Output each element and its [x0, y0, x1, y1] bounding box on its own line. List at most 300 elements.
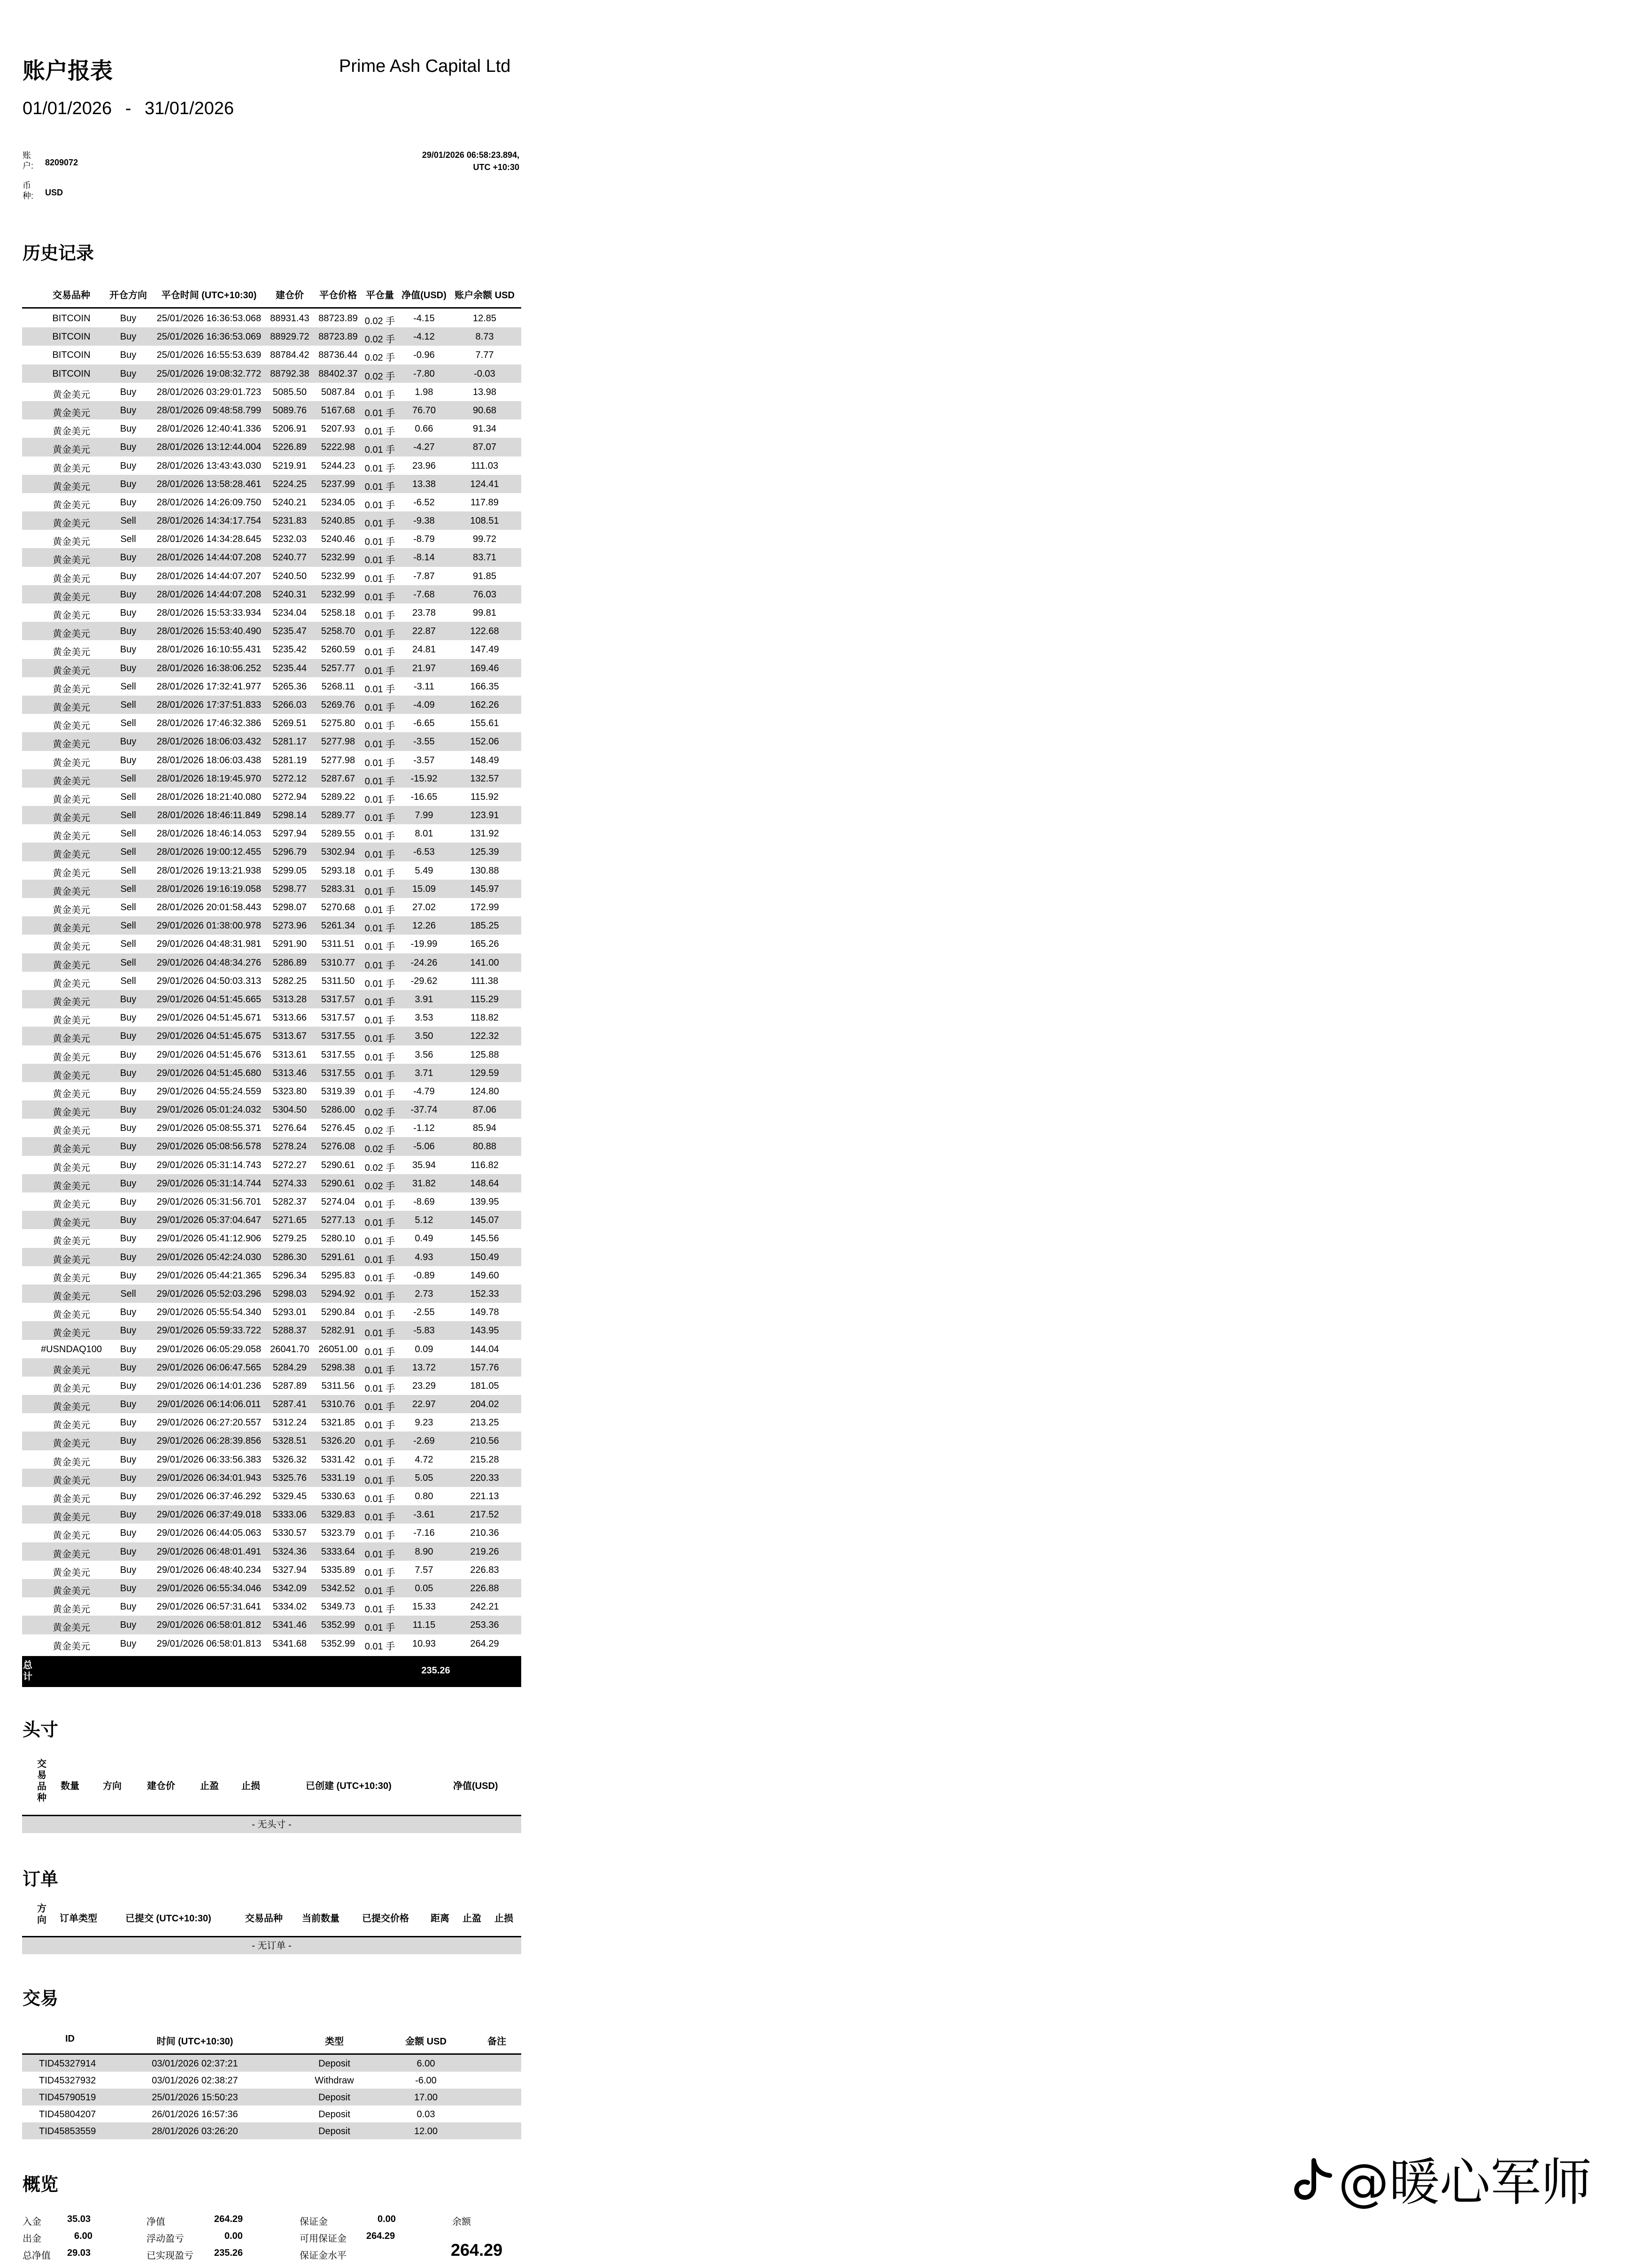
cell-open-price: 5240.50	[272, 571, 307, 581]
cell-balance: 165.26	[470, 939, 499, 950]
tx-cell-id: TID45327914	[39, 2059, 96, 2069]
cell-close-time: 29/01/2026 05:44:21.365	[156, 1270, 262, 1281]
cell-open-price: 5323.80	[272, 1086, 307, 1097]
table-row	[22, 640, 521, 658]
cell-net: 23.29	[412, 1380, 436, 1391]
cell-symbol: 黄金美元	[53, 1402, 90, 1413]
cell-net: -3.61	[413, 1509, 435, 1520]
tx-col-time: 时间 (UTC+10:30)	[156, 2036, 233, 2047]
cell-symbol: 黄金美元	[53, 1439, 90, 1449]
cell-volume: 0.01 手	[364, 1291, 395, 1302]
transactions-section-title: 交易	[23, 1989, 59, 2009]
cell-close-price: 5287.67	[321, 773, 355, 784]
cell-close-price: 5277.98	[321, 736, 355, 747]
ord-col-submitted: 已提交 (UTC+10:30)	[125, 1913, 211, 1924]
cell-volume: 0.01 手	[364, 978, 395, 989]
tx-cell-amount: 0.03	[416, 2109, 435, 2120]
cell-close-time: 28/01/2026 19:00:12.455	[156, 847, 262, 858]
cell-close-time: 29/01/2026 04:48:34.276	[156, 957, 262, 968]
cell-direction: Buy	[120, 1307, 137, 1318]
cell-symbol: 黄金美元	[53, 592, 90, 603]
cell-volume: 0.01 手	[364, 813, 395, 824]
history-total-bar	[22, 1656, 521, 1687]
cell-close-time: 29/01/2026 06:37:46.292	[156, 1491, 262, 1502]
cell-balance: 150.49	[470, 1252, 499, 1262]
cell-open-price: 5287.89	[272, 1380, 307, 1391]
cell-symbol: 黄金美元	[53, 739, 90, 750]
cell-close-price: 5286.00	[321, 1105, 355, 1115]
cell-close-time: 29/01/2026 06:57:31.641	[156, 1602, 262, 1612]
cell-net: 3.91	[415, 994, 433, 1005]
cell-close-price: 5275.80	[321, 718, 355, 729]
cell-balance: 125.88	[470, 1049, 499, 1060]
cell-volume: 0.01 手	[364, 519, 395, 529]
cell-close-price: 5326.20	[321, 1436, 355, 1447]
table-row	[22, 511, 521, 530]
cell-close-time: 29/01/2026 06:34:01.943	[156, 1472, 262, 1483]
cell-open-price: 5278.24	[272, 1141, 307, 1152]
cell-symbol: 黄金美元	[53, 555, 90, 566]
col-volume: 平仓量	[366, 290, 394, 301]
cell-open-price: 5313.46	[272, 1068, 307, 1078]
cell-net: -6.53	[413, 847, 435, 858]
cell-close-price: 5321.85	[321, 1417, 355, 1428]
table-row	[22, 475, 521, 493]
cell-symbol: 黄金美元	[53, 997, 90, 1007]
cell-close-time: 29/01/2026 05:08:55.371	[156, 1123, 262, 1134]
col-balance: 账户余额 USD	[455, 290, 515, 301]
cell-net: -7.16	[413, 1528, 435, 1539]
cell-symbol: 黄金美元	[53, 684, 90, 695]
table-row	[22, 1505, 521, 1524]
cell-close-time: 28/01/2026 15:53:40.490	[156, 626, 262, 637]
table-row	[22, 419, 521, 438]
table-row	[22, 2089, 521, 2105]
table-row	[22, 1211, 521, 1229]
table-row	[22, 861, 521, 880]
cell-direction: Buy	[120, 460, 137, 471]
cell-net: 23.78	[412, 608, 436, 618]
cell-net: 5.49	[415, 865, 433, 876]
cell-open-price: 5341.46	[272, 1620, 307, 1631]
cell-volume: 0.01 手	[364, 684, 395, 695]
cell-net: -9.38	[413, 516, 435, 526]
cell-balance: 204.02	[470, 1399, 499, 1410]
cell-close-price: 5167.68	[321, 405, 355, 416]
cell-net: -4.79	[413, 1086, 435, 1097]
cell-symbol: 黄金美元	[53, 666, 90, 676]
balance-label: 余额	[452, 2217, 471, 2227]
pos-col-open-price: 建仓价	[147, 1781, 175, 1791]
cell-net: -16.65	[410, 791, 438, 802]
cell-volume: 0.02 手	[364, 334, 395, 345]
cell-balance: 145.07	[470, 1215, 499, 1226]
cell-close-time: 28/01/2026 12:40:41.336	[156, 424, 262, 434]
cell-direction: Buy	[120, 736, 137, 747]
cell-close-time: 29/01/2026 05:31:56.701	[156, 1197, 262, 1207]
date-to: 31/01/2026	[144, 99, 234, 118]
cell-volume: 0.01 手	[364, 1531, 395, 1541]
cell-volume: 0.01 手	[364, 721, 395, 732]
cell-close-time: 29/01/2026 06:06:47.565	[156, 1362, 262, 1373]
cell-net: 23.96	[412, 460, 436, 471]
cell-close-time: 29/01/2026 06:27:20.557	[156, 1417, 262, 1428]
cell-close-time: 28/01/2026 18:46:14.053	[156, 828, 262, 839]
cell-volume: 0.01 手	[364, 1254, 395, 1265]
cell-net: 24.81	[412, 644, 436, 655]
cell-symbol: 黄金美元	[53, 408, 90, 418]
cell-close-price: 5311.56	[321, 1380, 355, 1391]
tx-cell-amount: -6.00	[415, 2075, 437, 2086]
cell-close-price: 5258.18	[321, 608, 355, 618]
tx-cell-amount: 12.00	[414, 2126, 438, 2136]
cell-symbol: 黄金美元	[53, 813, 90, 824]
cell-symbol: 黄金美元	[53, 1162, 90, 1173]
cell-open-price: 5235.44	[272, 663, 307, 673]
cell-balance: 80.88	[472, 1141, 497, 1152]
cell-close-price: 5329.83	[321, 1509, 355, 1520]
cell-balance: 139.95	[470, 1197, 499, 1207]
cell-close-time: 28/01/2026 15:53:33.934	[156, 608, 262, 618]
cell-open-price: 5232.03	[272, 534, 307, 545]
cell-balance: 226.88	[470, 1583, 499, 1594]
cell-volume: 0.01 手	[364, 537, 395, 548]
table-row	[22, 1027, 521, 1045]
orders-empty: - 无订单 -	[22, 1937, 521, 1954]
cell-close-time: 29/01/2026 04:48:31.981	[156, 939, 262, 950]
table-row	[22, 677, 521, 696]
free-margin-label: 可用保证金	[300, 2234, 347, 2244]
cell-net: 7.57	[415, 1564, 433, 1575]
cell-close-time: 29/01/2026 06:48:40.234	[156, 1564, 262, 1575]
cell-symbol: 黄金美元	[53, 1549, 90, 1560]
cell-volume: 0.01 手	[364, 1623, 395, 1633]
cell-symbol: 黄金美元	[53, 1126, 90, 1137]
cell-direction: Buy	[120, 442, 137, 453]
cell-close-time: 29/01/2026 01:38:00.978	[156, 921, 262, 931]
cell-balance: 210.36	[470, 1528, 499, 1539]
cell-net: 8.01	[415, 828, 433, 839]
cell-close-price: 5294.92	[321, 1288, 355, 1299]
cell-open-price: 5287.41	[272, 1399, 307, 1410]
cell-direction: Sell	[120, 810, 136, 821]
table-row	[22, 898, 521, 916]
table-row	[22, 1487, 521, 1505]
cell-direction: Buy	[120, 1123, 137, 1134]
table-row	[22, 567, 521, 585]
table-row	[22, 1616, 521, 1634]
cell-direction: Buy	[120, 571, 137, 581]
cell-close-time: 25/01/2026 19:08:32.772	[156, 368, 262, 379]
positions-section-title: 头寸	[23, 1720, 59, 1740]
cell-net: -5.83	[413, 1325, 435, 1336]
cell-direction: Buy	[120, 1178, 137, 1189]
cell-net: 8.90	[415, 1546, 433, 1557]
cell-symbol: 黄金美元	[53, 960, 90, 971]
cell-close-time: 29/01/2026 05:55:54.340	[156, 1307, 262, 1318]
cell-balance: 242.21	[470, 1602, 499, 1612]
pos-col-net: 净值(USD)	[453, 1781, 498, 1791]
table-row	[22, 1303, 521, 1321]
cell-direction: Buy	[120, 994, 137, 1005]
cell-volume: 0.01 手	[364, 592, 395, 603]
table-row	[22, 2055, 521, 2072]
cell-symbol: 黄金美元	[53, 831, 90, 842]
cell-close-time: 29/01/2026 06:14:01.236	[156, 1380, 262, 1391]
cell-open-price: 5286.30	[272, 1252, 307, 1262]
cell-balance: 220.33	[470, 1472, 499, 1483]
cell-direction: Buy	[120, 1620, 137, 1631]
table-row	[22, 1119, 521, 1137]
cell-close-time: 29/01/2026 05:31:14.743	[156, 1160, 262, 1170]
floating-value: 0.00	[224, 2231, 243, 2241]
cell-close-price: 5317.57	[321, 994, 355, 1005]
cell-balance: 117.89	[470, 497, 499, 508]
cell-close-price: 5330.63	[321, 1491, 355, 1502]
cell-close-time: 25/01/2026 16:55:53.639	[156, 350, 262, 361]
cell-direction: Sell	[120, 534, 136, 545]
cell-close-price: 5333.64	[321, 1546, 355, 1557]
cell-net: -8.69	[413, 1197, 435, 1207]
cell-direction: Sell	[120, 865, 136, 876]
cell-close-time: 28/01/2026 18:06:03.432	[156, 736, 262, 747]
cell-symbol: 黄金美元	[53, 850, 90, 860]
cell-symbol: 黄金美元	[53, 1457, 90, 1468]
positions-header	[22, 1758, 521, 1815]
table-row	[22, 364, 521, 383]
cell-volume: 0.02 手	[364, 1126, 395, 1137]
table-row	[22, 732, 521, 751]
table-row	[22, 953, 521, 972]
cell-net: -2.55	[413, 1307, 435, 1318]
table-row	[22, 1413, 521, 1432]
cell-balance: 148.64	[470, 1178, 499, 1189]
cell-direction: Buy	[120, 644, 137, 655]
cell-close-price: 5290.61	[321, 1160, 355, 1170]
cell-direction: Buy	[120, 479, 137, 489]
cell-open-price: 5341.68	[272, 1638, 307, 1649]
ord-col-qty: 当前数量	[302, 1913, 339, 1924]
cell-close-price: 5317.55	[321, 1068, 355, 1078]
cell-close-price: 5349.73	[321, 1602, 355, 1612]
cell-net: -3.11	[413, 681, 435, 692]
table-row	[22, 1137, 521, 1155]
cell-volume: 0.01 手	[364, 997, 395, 1007]
report-title: 账户报表	[23, 59, 113, 84]
cell-volume: 0.01 手	[364, 445, 395, 456]
cell-volume: 0.01 手	[364, 1365, 395, 1376]
cell-balance: 166.35	[470, 681, 499, 692]
cell-balance: 87.06	[472, 1105, 497, 1115]
cell-net: -29.62	[410, 975, 438, 986]
cell-direction: Sell	[120, 847, 136, 858]
cell-open-price: 5328.51	[272, 1436, 307, 1447]
cell-close-price: 5352.99	[321, 1620, 355, 1631]
cell-volume: 0.01 手	[364, 500, 395, 511]
table-row	[22, 548, 521, 566]
cell-direction: Buy	[120, 1086, 137, 1097]
cell-close-price: 88723.89	[318, 332, 358, 342]
cell-open-price: 5281.17	[272, 736, 307, 747]
cell-volume: 0.01 手	[364, 1512, 395, 1523]
cell-direction: Buy	[120, 1583, 137, 1594]
cell-open-price: 5286.89	[272, 957, 307, 968]
cell-close-price: 5274.04	[321, 1197, 355, 1207]
tx-col-type: 类型	[325, 2036, 344, 2047]
cell-open-price: 5325.76	[272, 1472, 307, 1483]
cell-close-time: 25/01/2026 16:36:53.068	[156, 313, 262, 324]
total-value: 235.26	[421, 1665, 450, 1676]
cell-net: 3.50	[415, 1031, 433, 1042]
equity-label: 净值	[146, 2217, 165, 2227]
cell-close-time: 28/01/2026 09:48:58.799	[156, 405, 262, 416]
pos-col-created: 已创建 (UTC+10:30)	[306, 1781, 392, 1791]
cell-close-price: 5258.70	[321, 626, 355, 637]
cell-close-price: 5268.11	[321, 681, 355, 692]
cell-close-time: 28/01/2026 13:43:43.030	[156, 460, 262, 471]
cell-balance: 149.78	[470, 1307, 499, 1318]
table-row	[22, 1266, 521, 1285]
cell-net: 22.97	[412, 1399, 436, 1410]
orders-section-title: 订单	[23, 1870, 59, 1889]
col-net: 净值(USD)	[401, 290, 447, 301]
cell-balance: 172.99	[470, 902, 499, 913]
cell-close-time: 29/01/2026 06:58:01.813	[156, 1638, 262, 1649]
table-row	[22, 659, 521, 677]
pos-col-direction: 方向	[103, 1781, 122, 1791]
tx-cell-id: TID45853559	[39, 2126, 96, 2136]
cell-volume: 0.01 手	[364, 573, 395, 584]
cell-close-time: 29/01/2026 05:01:24.032	[156, 1105, 262, 1115]
cell-volume: 0.01 手	[364, 923, 395, 934]
tx-col-note: 备注	[487, 2036, 506, 2047]
cell-close-price: 5240.85	[321, 516, 355, 526]
table-row	[22, 493, 521, 511]
cell-net: -4.12	[413, 332, 435, 342]
cell-symbol: 黄金美元	[53, 1107, 90, 1118]
cell-balance: 157.76	[470, 1362, 499, 1373]
cell-direction: Buy	[120, 1491, 137, 1502]
cell-balance: 125.39	[470, 847, 499, 858]
cell-net: -15.92	[410, 773, 438, 784]
cell-balance: 90.68	[472, 405, 497, 416]
cell-symbol: 黄金美元	[53, 1273, 90, 1284]
cell-volume: 0.01 手	[364, 426, 395, 437]
cell-open-price: 5284.29	[272, 1362, 307, 1373]
cell-volume: 0.01 手	[364, 629, 395, 640]
ord-col-distance: 距离	[431, 1913, 449, 1924]
cell-balance: 99.72	[472, 534, 497, 545]
table-row	[22, 457, 521, 475]
cell-volume: 0.01 手	[364, 1567, 395, 1578]
free-margin-value: 264.29	[366, 2231, 395, 2241]
table-row	[22, 1229, 521, 1247]
total-label: 总计	[23, 1660, 32, 1682]
cell-direction: Sell	[120, 1288, 136, 1299]
cell-close-price: 5234.05	[321, 497, 355, 508]
cell-direction: Buy	[120, 1436, 137, 1447]
cell-net: 1.98	[415, 387, 433, 397]
cell-symbol: 黄金美元	[53, 1494, 90, 1504]
cell-symbol: BITCOIN	[52, 332, 91, 342]
cell-open-price: 5298.03	[272, 1288, 307, 1299]
cell-symbol: 黄金美元	[53, 611, 90, 621]
table-row	[22, 1524, 521, 1542]
tx-cell-type: Deposit	[318, 2109, 350, 2120]
account-label: 账户:	[23, 151, 34, 170]
cell-open-price: 5266.03	[272, 699, 307, 710]
cell-symbol: 黄金美元	[53, 481, 90, 492]
cell-net: 12.26	[412, 921, 436, 931]
cell-close-time: 29/01/2026 05:08:56.578	[156, 1141, 262, 1152]
col-symbol: 交易品种	[53, 290, 90, 301]
cell-balance: 144.04	[470, 1344, 499, 1355]
cell-symbol: 黄金美元	[53, 389, 90, 400]
table-row	[22, 2122, 521, 2139]
cell-direction: Buy	[120, 1233, 137, 1244]
tx-cell-time: 28/01/2026 03:26:20	[152, 2126, 238, 2136]
withdraw-value: 6.00	[74, 2231, 93, 2241]
cell-volume: 0.01 手	[364, 1052, 395, 1063]
cell-close-price: 5310.77	[321, 957, 355, 968]
cell-close-price: 26051.00	[318, 1344, 358, 1355]
cell-net: -4.15	[413, 313, 435, 324]
table-row	[22, 1008, 521, 1027]
cell-symbol: 黄金美元	[53, 1531, 90, 1541]
cell-open-price: 5296.34	[272, 1270, 307, 1281]
cell-open-price: 5313.28	[272, 994, 307, 1005]
cell-volume: 0.01 手	[364, 1586, 395, 1596]
company-name: Prime Ash Capital Ltd	[339, 56, 511, 76]
cell-net: -0.89	[413, 1270, 435, 1281]
cell-symbol: 黄金美元	[53, 500, 90, 511]
pos-col-qty: 数量	[61, 1781, 79, 1791]
cell-symbol: 黄金美元	[53, 978, 90, 989]
withdraw-label: 出金	[23, 2234, 41, 2244]
cell-close-price: 5352.99	[321, 1638, 355, 1649]
cell-volume: 0.02 手	[364, 1144, 395, 1155]
cell-net: 21.97	[412, 663, 436, 673]
cell-net: 13.72	[412, 1362, 436, 1373]
douyin-icon	[1287, 2155, 1338, 2206]
cell-direction: Buy	[120, 755, 137, 766]
cell-net: 76.70	[412, 405, 436, 416]
cell-net: -8.79	[413, 534, 435, 545]
realized-label: 已实现盈亏	[146, 2251, 193, 2261]
cell-volume: 0.01 手	[364, 942, 395, 952]
pos-col-tp: 止盈	[200, 1781, 219, 1791]
cell-volume: 0.01 手	[364, 463, 395, 474]
cell-direction: Sell	[120, 883, 136, 894]
cell-open-price: 5312.24	[272, 1417, 307, 1428]
table-row	[22, 2072, 521, 2089]
cell-direction: Sell	[120, 791, 136, 802]
cell-volume: 0.01 手	[364, 1200, 395, 1210]
cell-net: 4.72	[415, 1454, 433, 1465]
cell-close-price: 5260.59	[321, 644, 355, 655]
cell-close-time: 28/01/2026 14:44:07.208	[156, 552, 262, 563]
margin-value: 0.00	[378, 2214, 396, 2224]
cell-direction: Buy	[120, 424, 137, 434]
cell-direction: Buy	[120, 1031, 137, 1042]
cell-direction: Buy	[120, 626, 137, 637]
table-row	[22, 972, 521, 990]
cell-close-time: 29/01/2026 06:44:05.063	[156, 1528, 262, 1539]
cell-net: 4.93	[415, 1252, 433, 1262]
cell-balance: 12.85	[472, 313, 497, 324]
total-net-value: 29.03	[67, 2248, 91, 2258]
cell-balance: 7.77	[475, 350, 494, 361]
